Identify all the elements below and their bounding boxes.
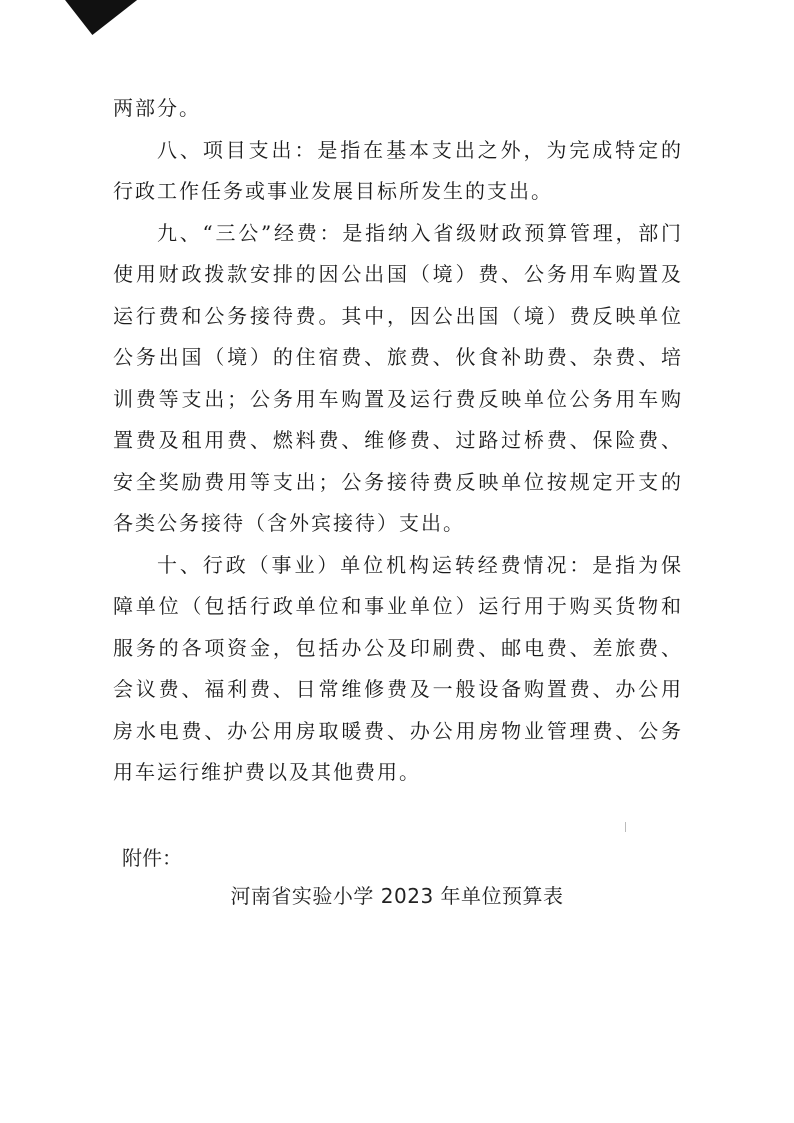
budget-table-title: 河南省实验小学 2023 年单位预算表 bbox=[230, 884, 564, 908]
scan-corner-mark bbox=[60, 0, 139, 35]
attachment-label: 附件： bbox=[122, 846, 182, 870]
paragraph-three-public-expenses: 九、“三公”经费：是指纳入省级财政预算管理，部门使用财政拨款安排的因公出国（境）费、公务用车购置及运行费和公务接待费。其中，因公出国（境）费反映单位公务出国（境）的住宿费、旅费、伙食补助费、杂费、培训费等支出；公务用车购置及运行费反映单位公务用车购置费及租用费、燃料费、维修费、过路过桥费、保险费、安全奖励费用等支出；公务接待费反映单位按规定开支的各类公务接待（含外宾接待）支出。 bbox=[113, 220, 683, 535]
paragraph-operating-funds: 十、行政（事业）单位机构运转经费情况：是指为保障单位（包括行政单位和事业单位）运行用于购买货物和服务的各项资金，包括办公及印刷费、邮电费、差旅费、会议费、福利费、日常维修费及一般设备购置费、办公用房水电费、办公用房取暖费、办公用房物业管理费、公务用车运行维护费以及其他费用。 bbox=[113, 552, 683, 784]
paragraph-continuation: 两部分。 bbox=[113, 96, 201, 120]
document-body bbox=[113, 88, 683, 794]
paragraph-project-expenditure: 八、项目支出：是指在基本支出之外，为完成特定的行政工作任务或事业发展目标所发生的支出。 bbox=[113, 137, 683, 203]
scan-speck bbox=[625, 822, 626, 832]
